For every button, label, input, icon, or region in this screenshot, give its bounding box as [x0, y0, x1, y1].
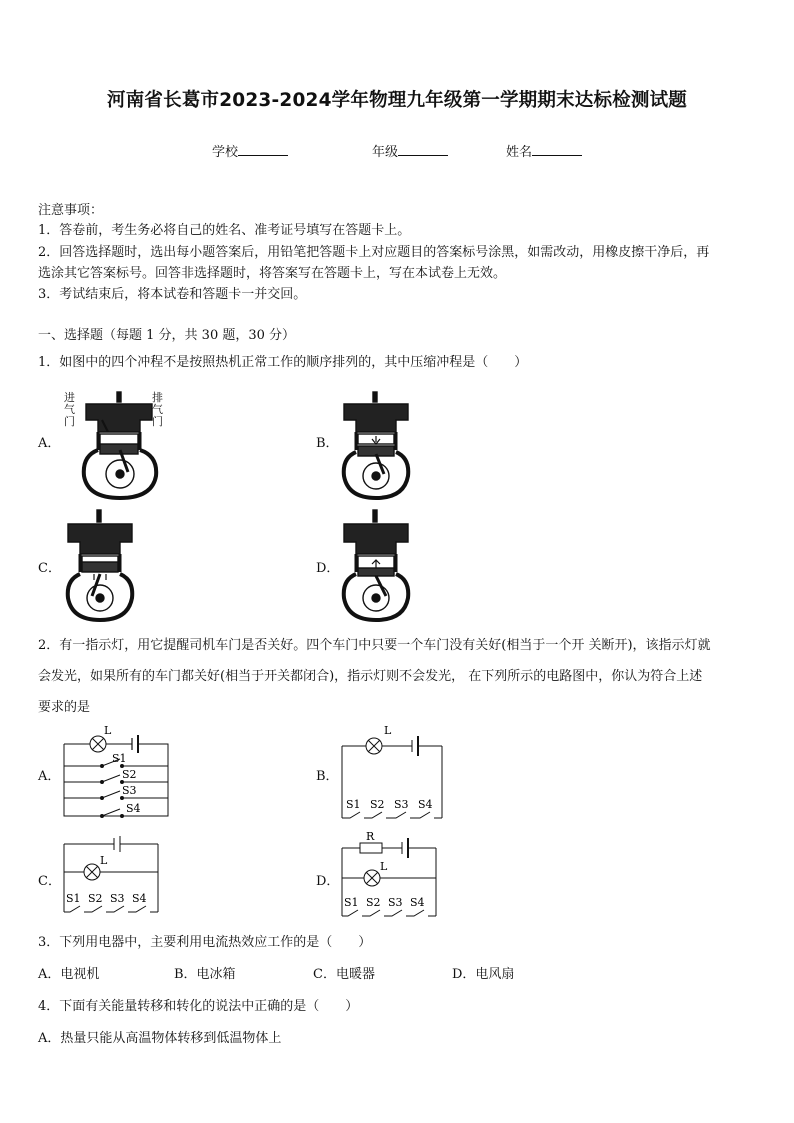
grade-blank[interactable] [398, 143, 448, 156]
switch-label: S3 [388, 896, 403, 909]
lamp-label: L [380, 860, 388, 873]
q3-option-b[interactable]: B．电冰箱 [174, 967, 236, 982]
switch-label: S2 [370, 798, 385, 811]
section-heading: 一、选择题（每题 1 分，共 30 题，30 分） [38, 328, 296, 343]
q2-option-c[interactable]: C． [38, 874, 61, 889]
name-field [506, 141, 582, 160]
switch-label: S3 [110, 892, 125, 905]
switch-label: S3 [394, 798, 409, 811]
switch-label: S4 [132, 892, 147, 905]
switch-label: S1 [112, 752, 127, 765]
intake-valve-label: 进气门 [64, 391, 75, 428]
school-label: 学校 [212, 145, 239, 160]
question-3-text: 3．下列用电器中，主要利用电流热效应工作的是（ ） [38, 935, 372, 950]
grade-label: 年级 [372, 145, 399, 160]
engine-diagram-c [64, 510, 136, 622]
q1-option-b[interactable]: B． [316, 436, 339, 451]
page-title: 河南省长葛市2023-2024学年物理九年级第一学期期末达标检测试题 [107, 90, 687, 111]
notice-item: 1．答卷前，考生务必将自己的姓名、准考证号填写在答题卡上。 [38, 223, 411, 238]
switch-label: S1 [66, 892, 81, 905]
switch-label: S4 [418, 798, 433, 811]
notice-item: 2．回答选择题时，选出每小题答案后，用铅笔把答题卡上对应题目的答案标号涂黑，如需改动，用橡皮擦干净后，再 [38, 245, 710, 260]
q2-option-a[interactable]: A． [38, 769, 61, 784]
lamp-label: L [104, 724, 112, 737]
switch-label: S4 [126, 802, 141, 815]
q3-option-c[interactable]: C．电暖器 [313, 967, 375, 982]
q3-option-d[interactable]: D．电风扇 [452, 967, 515, 982]
circuit-diagram-d [338, 828, 442, 920]
question-2-text [38, 630, 768, 723]
lamp-label: L [384, 724, 392, 737]
name-blank[interactable] [532, 143, 582, 156]
question-4-text: 4．下面有关能量转移和转化的说法中正确的是（ ） [38, 999, 359, 1014]
exhaust-valve-label: 排气门 [152, 391, 163, 428]
question-1-text: 1．如图中的四个冲程不是按照热机正常工作的顺序排列的，其中压缩冲程是（ ） [38, 355, 528, 370]
q2-line: 要求的是 [38, 700, 91, 715]
q2-line: 会发光，如果所有的车门都关好(相当于开关都闭合)，指示灯则不会发光， 在下列所示的电路图中，你认为符合上述 [38, 669, 703, 684]
q1-option-d[interactable]: D． [316, 561, 340, 576]
switch-label: S2 [122, 768, 137, 781]
engine-diagram-d [340, 510, 412, 622]
notice-heading: 注意事项： [38, 203, 104, 218]
circuit-diagram-a [60, 726, 172, 820]
notice-item: 选涂其它答案标号。回答非选择题时，将答案写在答题卡上，写在本试卷上无效。 [38, 266, 507, 281]
switch-label: S2 [366, 896, 381, 909]
q3-option-a[interactable]: A．电视机 [38, 967, 100, 982]
q4-option-a[interactable]: A．热量只能从高温物体转移到低温物体上 [38, 1031, 282, 1046]
name-label: 姓名 [506, 145, 533, 160]
resistor-label: R [366, 830, 375, 843]
switch-label: S1 [344, 896, 359, 909]
notice-item: 3．考试结束后，将本试卷和答题卡一并交回。 [38, 287, 307, 302]
engine-diagram-b [340, 392, 412, 500]
q2-option-d[interactable]: D． [316, 874, 340, 889]
q1-option-c[interactable]: C． [38, 561, 61, 576]
lamp-label: L [100, 854, 108, 867]
switch-label: S2 [88, 892, 103, 905]
switch-label: S4 [410, 896, 425, 909]
q2-option-b[interactable]: B． [316, 769, 339, 784]
switch-label: S3 [122, 784, 137, 797]
switch-label: S1 [346, 798, 361, 811]
school-field [212, 141, 288, 160]
school-blank[interactable] [238, 143, 288, 156]
circuit-diagram-b [338, 722, 446, 822]
q2-line: 2．有一指示灯，用它提醒司机车门是否关好。四个车门中只要一个车门没有关好(相当于一个开 关断开)，该指示灯就 [38, 638, 711, 653]
engine-diagram-a [80, 392, 160, 500]
circuit-diagram-c [60, 836, 164, 916]
grade-field [372, 141, 448, 160]
q1-option-a[interactable]: A． [38, 436, 61, 451]
